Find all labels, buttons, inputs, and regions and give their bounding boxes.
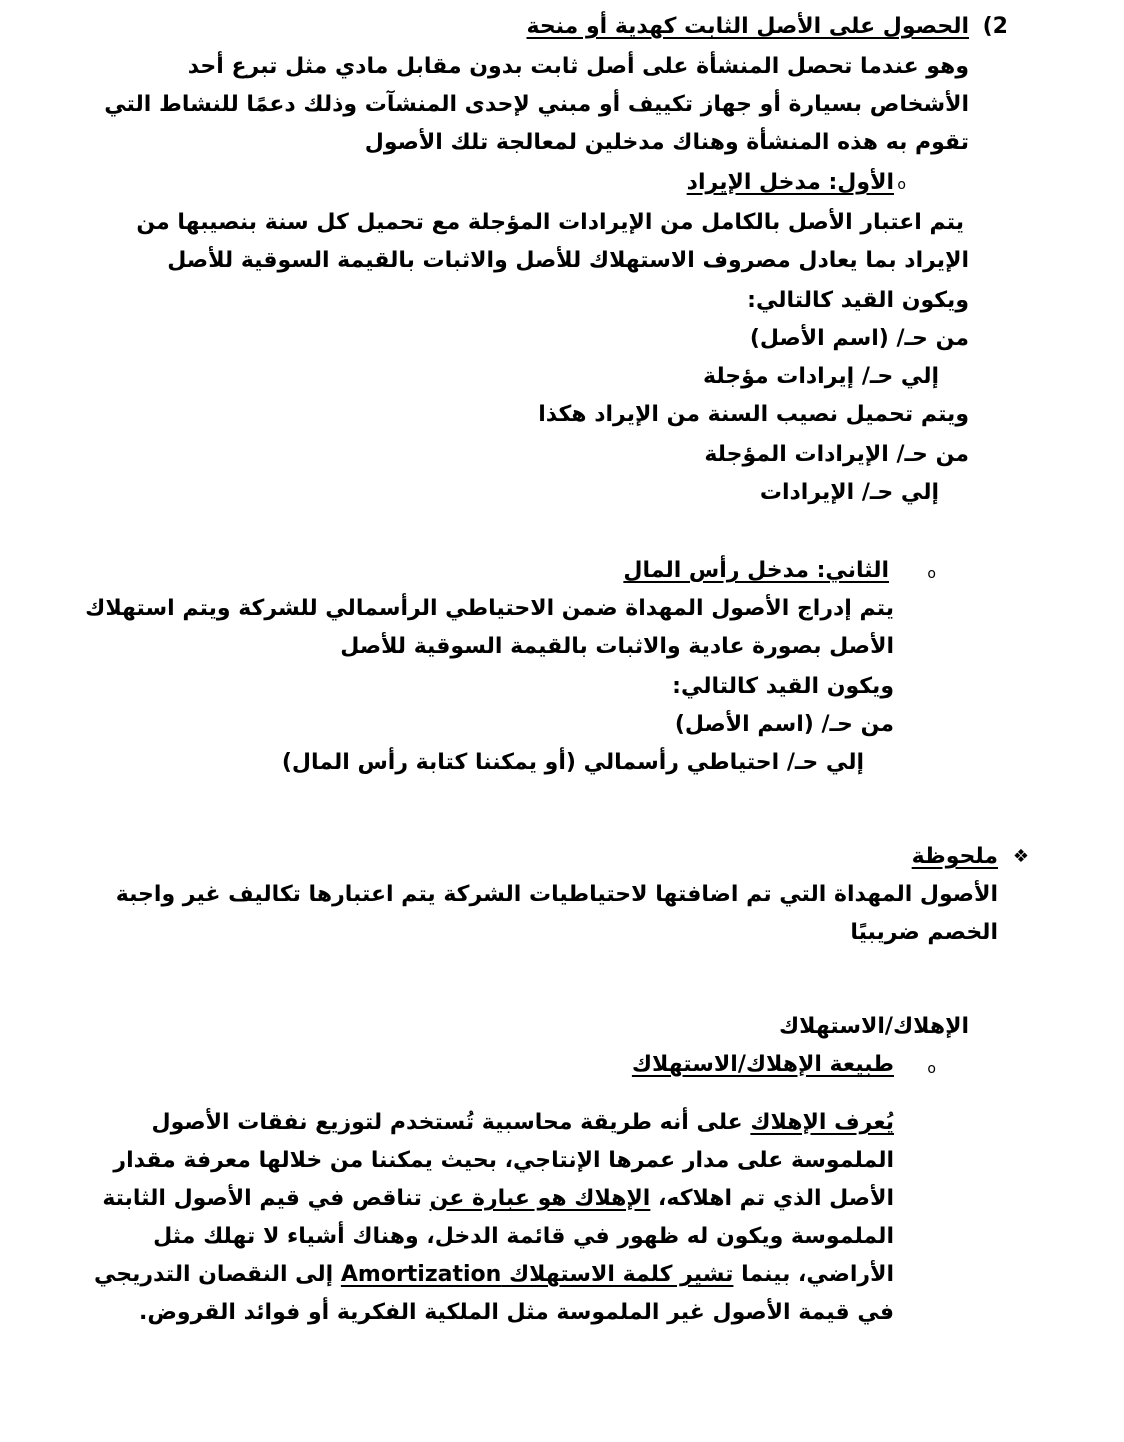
second-debit-entry: من حـ/ (اسم الأصل) (674, 712, 894, 737)
second-credit-entry: إلي حـ/ احتياطي رأسمالي (أو يمكننا كتابة رأس المال) (281, 750, 864, 775)
circle-bullet-icon: o (927, 1061, 936, 1077)
first-approach-heading: الأول: مدخل الإيراد (686, 170, 894, 195)
circle-bullet-icon: o (927, 566, 936, 582)
first-desc-line-1: يتم اعتبار الأصل بالكامل من الإيرادات المؤجلة مع تحميل كل سنة بنصيبها من (136, 210, 964, 235)
second-entry-intro: ويكون القيد كالتالي: (672, 674, 894, 699)
depreciation-para-line-1 (152, 1104, 895, 1142)
note-line-1: الأصول المهداة التي تم اضافتها لاحتياطيات الشركة يتم اعتبارها تكاليف غير واجبة (115, 882, 998, 907)
first-debit-entry-2: من حـ/ الإيرادات المؤجلة (704, 442, 969, 467)
depreciation-para-line-5 (94, 1256, 894, 1294)
depreciation-subheading: طبيعة الإهلاك/الاستهلاك (631, 1052, 894, 1077)
depreciation-para-line-4: الملموسة ويكون له ظهور في قائمة الدخل، وهناك أشياء لا تهلك مثل (153, 1224, 894, 1249)
first-desc-line-2: الإيراد بما يعادل مصروف الاستهلاك للأصل والاثبات بالقيمة السوقية للأصل (167, 248, 969, 273)
depreciation-def-text: على أنه طريقة محاسبية تُستخدم لتوزيع نفقات الأصول (151, 1110, 751, 1135)
intro-line-3: تقوم به هذه المنشأة وهناك مدخلين لمعالجة تلك الأصول (364, 130, 969, 155)
note-heading: ملحوظة (911, 844, 998, 869)
text-segment: إلى النقصان التدريجي (93, 1262, 341, 1287)
section-heading: الحصول على الأصل الثابت كهدية أو منحة (526, 14, 969, 39)
note-line-2: الخصم ضريبيًا (850, 920, 998, 945)
text-segment: تناقص في قيم الأصول الثابتة (102, 1186, 430, 1211)
first-credit-entry: إلي حـ/ إيرادات مؤجلة (702, 364, 939, 389)
first-annual-intro: ويتم تحميل نصيب السنة من الإيراد هكذا (538, 402, 969, 427)
depreciation-para-line-6: في قيمة الأصول غير الملموسة مثل الملكية الفكرية أو فوائد القروض. (138, 1300, 894, 1325)
second-desc-line-1: يتم إدراج الأصول المهداة ضمن الاحتياطي الرأسمالي للشركة ويتم استهلاك (85, 596, 894, 621)
first-credit-entry-2: إلي حـ/ الإيرادات (759, 480, 939, 505)
depreciation-title: الإهلاك/الاستهلاك (778, 1014, 969, 1039)
second-desc-line-2: الأصل بصورة عادية والاثبات بالقيمة السوقية للأصل (340, 634, 894, 659)
depreciation-para-line-2: الملموسة على مدار عمرها الإنتاجي، بحيث يمكننا من خلالها معرفة مقدار (113, 1148, 894, 1173)
first-entry-intro: ويكون القيد كالتالي: (747, 288, 969, 313)
section-number: (2 (982, 14, 1008, 39)
intro-line-2: الأشخاص بسيارة أو جهاز تكييف أو مبني لإحدى المنشآت وذلك دعمًا للنشاط التي (104, 92, 969, 117)
text-segment: الأراضي، بينما (733, 1262, 894, 1287)
diamond-bullet-icon: ❖ (1012, 846, 1029, 867)
first-debit-entry: من حـ/ (اسم الأصل) (749, 326, 969, 351)
second-approach-heading: الثاني: مدخل رأس المال (623, 558, 889, 583)
depreciation-def-term: يُعرف الإهلاك (750, 1110, 894, 1135)
depreciation-para-line-3 (102, 1180, 894, 1218)
text-segment: الأصل الذي تم اهلاكه، (650, 1186, 894, 1211)
amortization-term: تشير كلمة الاستهلاك Amortization (340, 1262, 734, 1287)
circle-bullet-icon: o (897, 177, 906, 193)
depreciation-is-term: الإهلاك هو عبارة عن (429, 1186, 651, 1211)
intro-line-1: وهو عندما تحصل المنشأة على أصل ثابت بدون مقابل مادي مثل تبرع أحد (187, 54, 969, 79)
